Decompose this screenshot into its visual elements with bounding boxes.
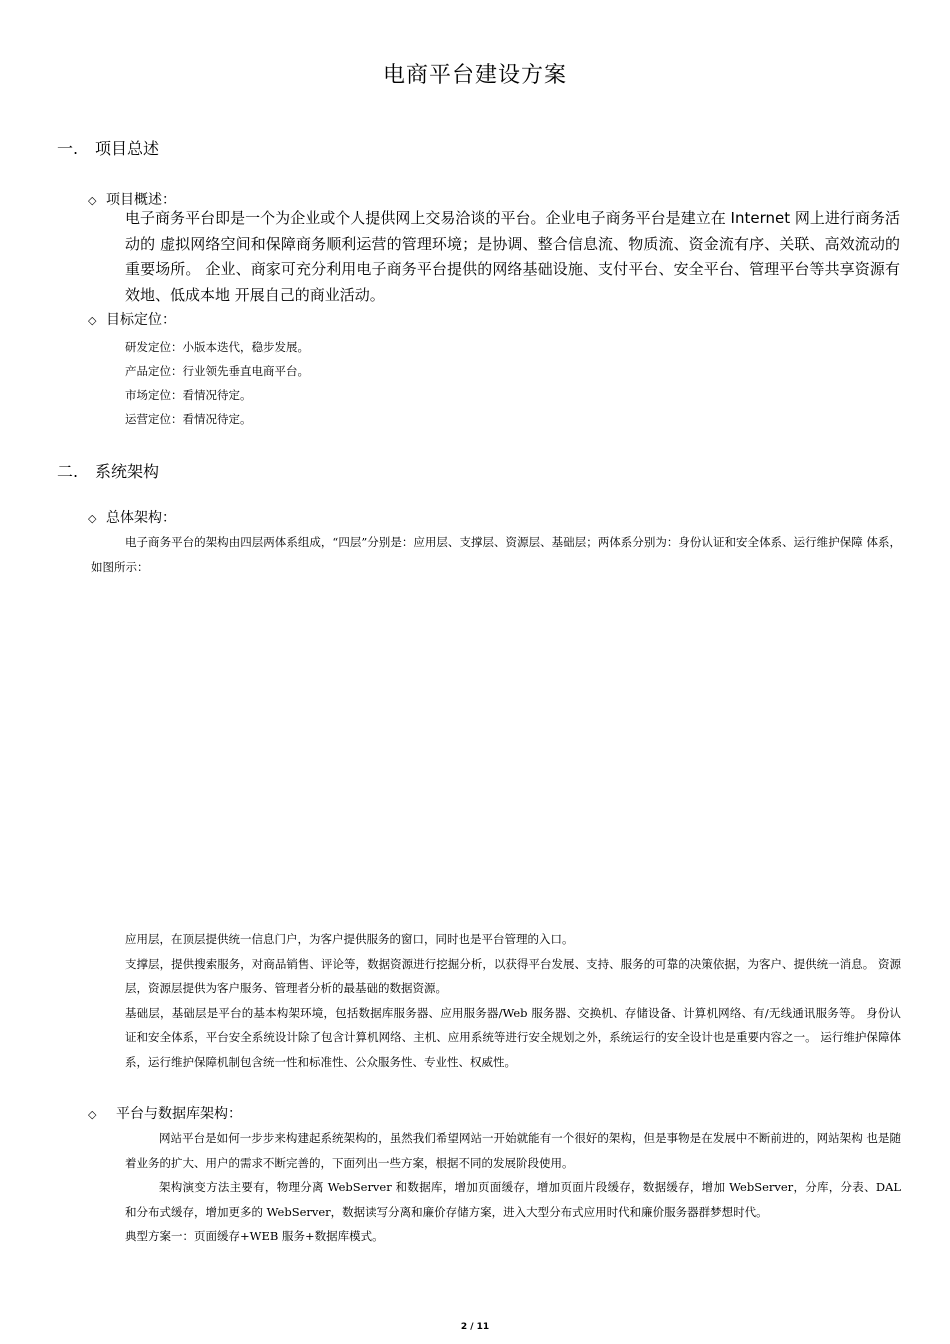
application-layer-text: 应用层，在顶层提供统一信息门户，为客户提供服务的窗口，同时也是平台管理的入口。 [125, 932, 574, 946]
architecture-figure-placeholder [91, 590, 901, 920]
architecture-methods-text: 架构演变方法主要有，物理分离 WebServer 和数据库，增加页面缓存，增加页面片段缓存，数据缓存，增加 WebServer，分库，分表、DAL 和分布式缓存，增加更多的 WebServer，数据读写分离和廉价存储方案，进入大型分布式应用时代和廉价服务器群梦想时代。 [125, 1180, 901, 1219]
diamond-bullet-icon: ◇ [88, 194, 97, 207]
overview-paragraph: 电子商务平台即是一个为企业或个人提供网上交易洽谈的平台。企业电子商务平台是建立在 Internet 网上进行商务活动的 虚拟网络空间和保障商务顺利运营的管理环境；是协调、整合信息流、物质流、资金流有序、关联、高效流动的重要场所。 企业、商家可充分利用电子商务平台提供的网络基础设施、支付平台、安全平台、管理平台等共享资源有效地、低成本地 开展自己的商业活动。 [125, 209, 900, 304]
typical-scheme-one-text: 典型方案一：页面缓存+WEB 服务+数据库模式。 [125, 1229, 384, 1243]
page-number: 2 / 11 [460, 1322, 490, 1332]
platform-db-paragraphs [125, 1126, 901, 1249]
support-resource-layer-text: 支撑层，提供搜索服务，对商品销售、评论等，数据资源进行挖掘分析，以获得平台发展、支持、服务的可靠的决策依据，为客户、提供统一消息。 资源层，资源层提供为客户服务、管理者分析的最基础的数据资源。 [125, 956, 901, 995]
base-layer-security-text: 基础层，基础层是平台的基本构架环境，包括数据库服务器、应用服务器/Web 服务器、交换机、存储设备、计算机网络、有/无线通讯服务等。 身份认证和安全体系，平台安全系统设计除了包含计算机网络、主机、应用系统等进行安全规划之外，系统运行的安全设计也是重要内容之一。 运行维护保障体系，运行维护保障机制包含统一性和标准性、公众服务性、专业性、权威性。 [125, 1005, 901, 1069]
diamond-bullet-icon: ◇ [88, 314, 97, 327]
goal-item-market: 市场定位：看情况待定。 [125, 388, 252, 402]
bullet-goal-positioning [88, 309, 176, 329]
bullet-label: 平台与数据库架构： [116, 1106, 242, 1122]
goal-item-rd: 研发定位：小版本迭代，稳步发展。 [125, 340, 309, 354]
goal-item-operation: 运营定位：看情况待定。 [125, 412, 252, 426]
diamond-bullet-icon: ◇ [88, 1108, 97, 1121]
goals-list [125, 335, 725, 431]
section-heading-1 [57, 136, 159, 159]
section-title: 项目总述 [95, 139, 160, 158]
bullet-platform-db-architecture [88, 1103, 242, 1123]
section-number: 一. [57, 139, 79, 158]
bullet-label: 项目概述： [106, 192, 176, 208]
bullet-label: 总体架构： [106, 510, 176, 526]
document-title: 电商平台建设方案 [382, 63, 567, 88]
bullet-overall-architecture [88, 507, 176, 527]
diamond-bullet-icon: ◇ [88, 512, 97, 525]
section-number: 二. [57, 462, 79, 481]
bullet-label: 目标定位： [106, 312, 176, 328]
section-heading-2 [57, 459, 159, 482]
architecture-intro: 电子商务平台的架构由四层两体系组成，“四层”分别是：应用层、支撑层、资源层、基础层；两体系分别为：身份认证和安全体系、运行维护保障 体系，如图所示： [91, 535, 901, 574]
section-title: 系统架构 [95, 462, 160, 481]
layer-description [125, 927, 901, 1074]
goal-item-product: 产品定位：行业领先垂直电商平台。 [125, 364, 309, 378]
platform-evolution-text: 网站平台是如何一步步来构建起系统架构的，虽然我们希望网站一开始就能有一个很好的架构，但是事物是在发展中不断前进的，网站架构 也是随着业务的扩大、用户的需求不断完善的，下面列出一些方案，根据不同的发展阶段使用。 [125, 1131, 901, 1170]
